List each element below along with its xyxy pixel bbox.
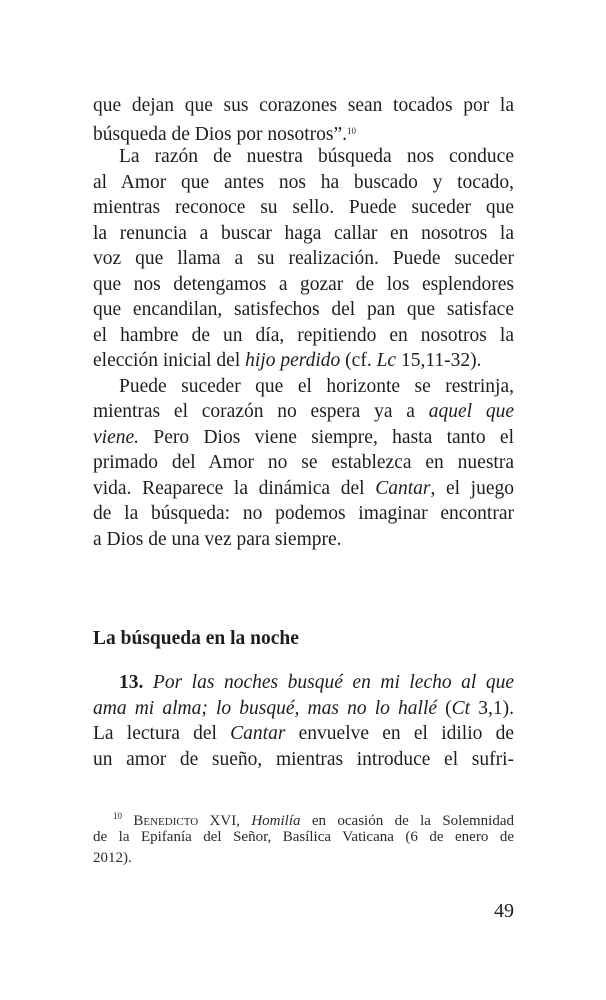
text-run: primado del Amor no se establezca en nuestra <box>93 452 514 473</box>
text-run: Lc <box>376 350 397 371</box>
text-run: Pero Dios viene siempre, hasta tanto el <box>139 426 514 448</box>
text-run: ( <box>437 697 452 719</box>
text-run: 15,11-32). <box>396 350 482 371</box>
text-run: aquel que <box>428 401 514 422</box>
text-line <box>93 348 514 374</box>
text-line <box>93 246 514 272</box>
text-line <box>93 747 514 773</box>
text-run: 13. <box>119 672 144 693</box>
text-line <box>93 221 514 247</box>
text-line <box>93 323 514 349</box>
text-line <box>93 272 514 298</box>
main-text <box>93 93 514 552</box>
text-line <box>93 144 514 170</box>
text-line <box>93 170 514 196</box>
text-line <box>93 119 514 145</box>
text-run: de la búsqueda: no podemos imaginar encontrar <box>93 503 514 524</box>
text-run: el hambre de un día, repitiendo en nosotros la <box>93 324 514 346</box>
text-run: ama mi alma; lo busqué, mas no lo hallé <box>93 697 438 719</box>
text-run: búsqueda de Dios por nosotros”. <box>93 123 348 145</box>
text-run: voz que llama a su realización. Puede suceder <box>93 248 514 269</box>
text-run: Por las noches busqué en mi lecho al que <box>152 672 514 693</box>
text-line <box>93 501 514 527</box>
text-run: un amor de sueño, mientras introduce el sufri- <box>93 748 514 770</box>
text-run: de la Epifanía del Señor, Basílica Vaticana (6 de enero de <box>93 829 514 845</box>
text-run: que nos detengamos a gozar de los esplendores <box>93 273 514 295</box>
text-line <box>93 848 514 869</box>
text-run: 2012). <box>93 850 132 866</box>
text-line <box>93 670 514 696</box>
text-run: elección inicial del <box>93 350 246 371</box>
text-run: vida. Reaparece la dinámica del <box>93 477 376 499</box>
text-run: (cf. <box>340 350 377 371</box>
text-run: envuelve en el idilio de <box>285 723 515 744</box>
paragraph <box>93 374 514 553</box>
text-run: que encandilan, satisfechos del pan que satisface <box>93 299 514 320</box>
section-heading: La búsqueda en la noche <box>93 628 299 649</box>
text-line <box>93 476 514 502</box>
footnote-text <box>93 806 514 869</box>
text-line <box>93 806 514 827</box>
text-run: Cantar <box>375 477 431 499</box>
paragraph <box>93 93 514 144</box>
text-run: la renuncia a buscar haga callar en nosotros la <box>93 222 514 244</box>
text-run: La lectura del <box>93 723 231 744</box>
text-run: Benedicto <box>133 813 199 829</box>
text-run: a Dios de una vez para siempre. <box>93 528 342 550</box>
text-run: Cantar <box>230 723 286 744</box>
text-line <box>93 195 514 221</box>
text-run: Homilía <box>251 813 301 829</box>
text-run: La razón de nuestra búsqueda nos conduce <box>119 146 514 167</box>
text-line <box>93 696 514 722</box>
text-run: que dejan que sus corazones sean tocados por la <box>93 95 514 116</box>
text-line <box>93 527 514 553</box>
text-run: Puede suceder que el horizonte se restrinja, <box>119 375 514 397</box>
text-run: XVI, <box>198 813 252 829</box>
footnote-reference: 10 <box>347 125 357 136</box>
text-line <box>93 374 514 400</box>
text-run <box>143 672 153 693</box>
text-run: al Amor que antes nos ha buscado y tocado, <box>93 171 514 193</box>
text-line <box>93 827 514 848</box>
footnote-reference: 10 <box>113 811 122 821</box>
text-line <box>93 721 514 747</box>
text-line <box>93 425 514 451</box>
page-number: 49 <box>494 900 514 922</box>
text-run: hijo perdido <box>245 350 341 371</box>
text-line <box>93 297 514 323</box>
section-13-paragraph <box>93 670 514 772</box>
text-run: en ocasión de la Solemnidad <box>300 813 514 829</box>
text-line <box>93 93 514 119</box>
text-run: Ct <box>451 697 471 719</box>
text-run: mientras el corazón no espera ya a <box>93 401 429 422</box>
paragraph <box>93 144 514 374</box>
paragraph <box>93 670 514 772</box>
text-line <box>93 450 514 476</box>
text-run: mientras reconoce su sello. Puede suceder que <box>93 197 514 218</box>
text-run: viene. <box>93 426 140 448</box>
text-run: , el juego <box>430 477 514 499</box>
footnote <box>93 806 514 869</box>
text-line <box>93 399 514 425</box>
text-run: 3,1). <box>470 697 514 719</box>
